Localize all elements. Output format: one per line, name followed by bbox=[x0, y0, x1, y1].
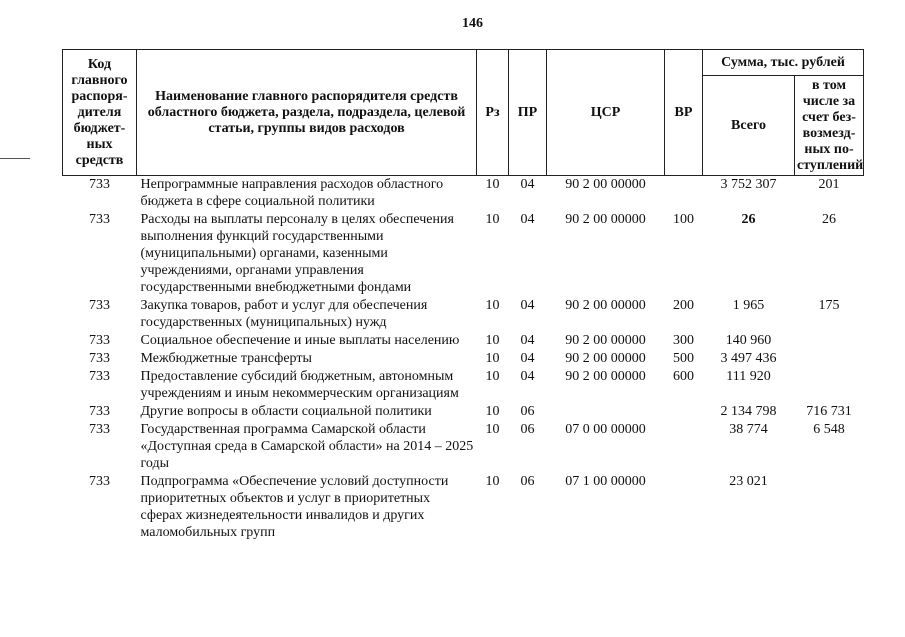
cell-pr: 06 bbox=[520, 474, 535, 489]
cell-name: Социальное обеспечение и иные выплаты населению bbox=[140, 333, 460, 348]
cell-pr: 04 bbox=[520, 333, 535, 348]
cell-code: 733 bbox=[89, 298, 110, 313]
cell-total: 111 920 bbox=[726, 369, 771, 384]
cell-csr bbox=[547, 403, 665, 421]
cell-rz: 10 bbox=[485, 212, 500, 227]
header-vr: ВР bbox=[665, 50, 703, 176]
cell-pr: 04 bbox=[520, 369, 535, 384]
cell-pr: 04 bbox=[520, 351, 535, 366]
cell-vr bbox=[665, 473, 703, 542]
header-total: Всего bbox=[703, 76, 795, 176]
cell-pr: 04 bbox=[520, 298, 535, 313]
cell-vr bbox=[665, 421, 703, 473]
table-row bbox=[63, 403, 864, 421]
cell-csr: 90 2 00 00000 bbox=[565, 177, 646, 192]
cell-free bbox=[795, 350, 864, 368]
cell-free: 175 bbox=[818, 298, 840, 313]
cell-free bbox=[795, 368, 864, 403]
cell-vr bbox=[665, 403, 703, 421]
cell-name: Предоставление субсидий бюджетным, автономным учреждениям и иным некоммерческим организациям bbox=[140, 369, 459, 401]
cell-csr: 90 2 00 00000 bbox=[565, 351, 646, 366]
cell-name: Расходы на выплаты персоналу в целях обеспечения выполнения функций государственными (муниципальными) органами, казенными учреждениями, органами управления государственными внебюджетными фондами bbox=[140, 212, 454, 295]
cell-rz: 10 bbox=[485, 474, 500, 489]
cell-free: 716 731 bbox=[806, 404, 852, 419]
cell-vr: 300 bbox=[673, 333, 694, 348]
cell-total: 140 960 bbox=[725, 333, 772, 348]
cell-code: 733 bbox=[89, 333, 110, 348]
cell-total: 38 774 bbox=[729, 422, 768, 437]
cell-code: 733 bbox=[89, 177, 110, 192]
cell-code: 733 bbox=[89, 422, 110, 437]
cell-rz: 10 bbox=[485, 333, 500, 348]
margin-mark bbox=[0, 158, 30, 159]
cell-csr: 90 2 00 00000 bbox=[565, 212, 646, 227]
table-row bbox=[63, 368, 864, 403]
table-row bbox=[63, 421, 864, 473]
cell-rz: 10 bbox=[485, 404, 500, 419]
table-row bbox=[63, 176, 864, 212]
cell-total: 26 bbox=[741, 212, 756, 227]
cell-vr: 600 bbox=[673, 369, 694, 384]
cell-free bbox=[795, 473, 864, 542]
cell-code: 733 bbox=[89, 212, 110, 227]
header-pr: ПР bbox=[509, 50, 547, 176]
cell-vr: 200 bbox=[673, 298, 694, 313]
cell-name: Другие вопросы в области социальной политики bbox=[140, 404, 432, 419]
cell-pr: 04 bbox=[520, 177, 535, 192]
cell-csr: 90 2 00 00000 bbox=[565, 298, 646, 313]
header-sum-group: Сумма, тыс. рублей bbox=[703, 50, 864, 76]
cell-csr: 07 1 00 00000 bbox=[565, 474, 646, 489]
cell-code: 733 bbox=[89, 351, 110, 366]
cell-total: 1 965 bbox=[732, 298, 765, 313]
header-name: Наименование главного распорядителя средств областного бюджета, раздела, подраздела, целевой статьи, группы видов расходов bbox=[137, 50, 477, 176]
cell-free: 201 bbox=[818, 177, 840, 192]
page-number: 146 bbox=[462, 16, 483, 31]
cell-total: 23 021 bbox=[729, 474, 768, 489]
cell-total: 3 752 307 bbox=[720, 177, 777, 192]
cell-code: 733 bbox=[89, 369, 110, 384]
cell-free: 6 548 bbox=[813, 422, 845, 437]
header-rz: Рз bbox=[477, 50, 509, 176]
cell-name: Межбюджетные трансферты bbox=[140, 351, 312, 366]
cell-pr: 04 bbox=[520, 212, 535, 227]
cell-name: Подпрограмма «Обеспечение условий доступности приоритетных объектов и услуг в приоритетных сферах жизнедеятельности инвалидов и других маломобильных групп bbox=[140, 474, 449, 540]
cell-pr: 06 bbox=[520, 422, 535, 437]
cell-csr: 07 0 00 00000 bbox=[565, 422, 646, 437]
cell-total: 2 134 798 bbox=[720, 404, 777, 419]
table-row bbox=[63, 350, 864, 368]
cell-csr: 90 2 00 00000 bbox=[565, 333, 646, 348]
header-code: Код главного распоря-дителя бюджет-ных средств bbox=[63, 50, 137, 176]
budget-table bbox=[62, 49, 864, 542]
cell-rz: 10 bbox=[485, 298, 500, 313]
table-row bbox=[63, 297, 864, 332]
table-row bbox=[63, 211, 864, 297]
header-csr: ЦСР bbox=[547, 50, 665, 176]
cell-csr: 90 2 00 00000 bbox=[565, 369, 646, 384]
cell-rz: 10 bbox=[485, 177, 500, 192]
cell-pr: 06 bbox=[520, 404, 535, 419]
cell-name: Государственная программа Самарской области «Доступная среда в Самарской области» на 2014 – 2025 годы bbox=[140, 422, 474, 471]
cell-name: Непрограммные направления расходов областного бюджета в сфере социальной политики bbox=[140, 177, 444, 209]
table-row bbox=[63, 332, 864, 350]
cell-code: 733 bbox=[89, 404, 110, 419]
cell-free bbox=[795, 332, 864, 350]
cell-total: 3 497 436 bbox=[720, 351, 777, 366]
cell-rz: 10 bbox=[485, 369, 500, 384]
cell-vr: 100 bbox=[673, 212, 694, 227]
cell-rz: 10 bbox=[485, 351, 500, 366]
table-row bbox=[63, 473, 864, 542]
cell-vr: 500 bbox=[673, 351, 694, 366]
cell-rz: 10 bbox=[485, 422, 500, 437]
cell-free: 26 bbox=[822, 212, 836, 227]
header-free: в том числе за счет без-возмезд-ных по-ступлений bbox=[795, 76, 864, 176]
cell-name: Закупка товаров, работ и услуг для обеспечения государственных (муниципальных) нужд bbox=[140, 298, 428, 330]
cell-vr bbox=[665, 176, 703, 212]
cell-code: 733 bbox=[89, 474, 110, 489]
